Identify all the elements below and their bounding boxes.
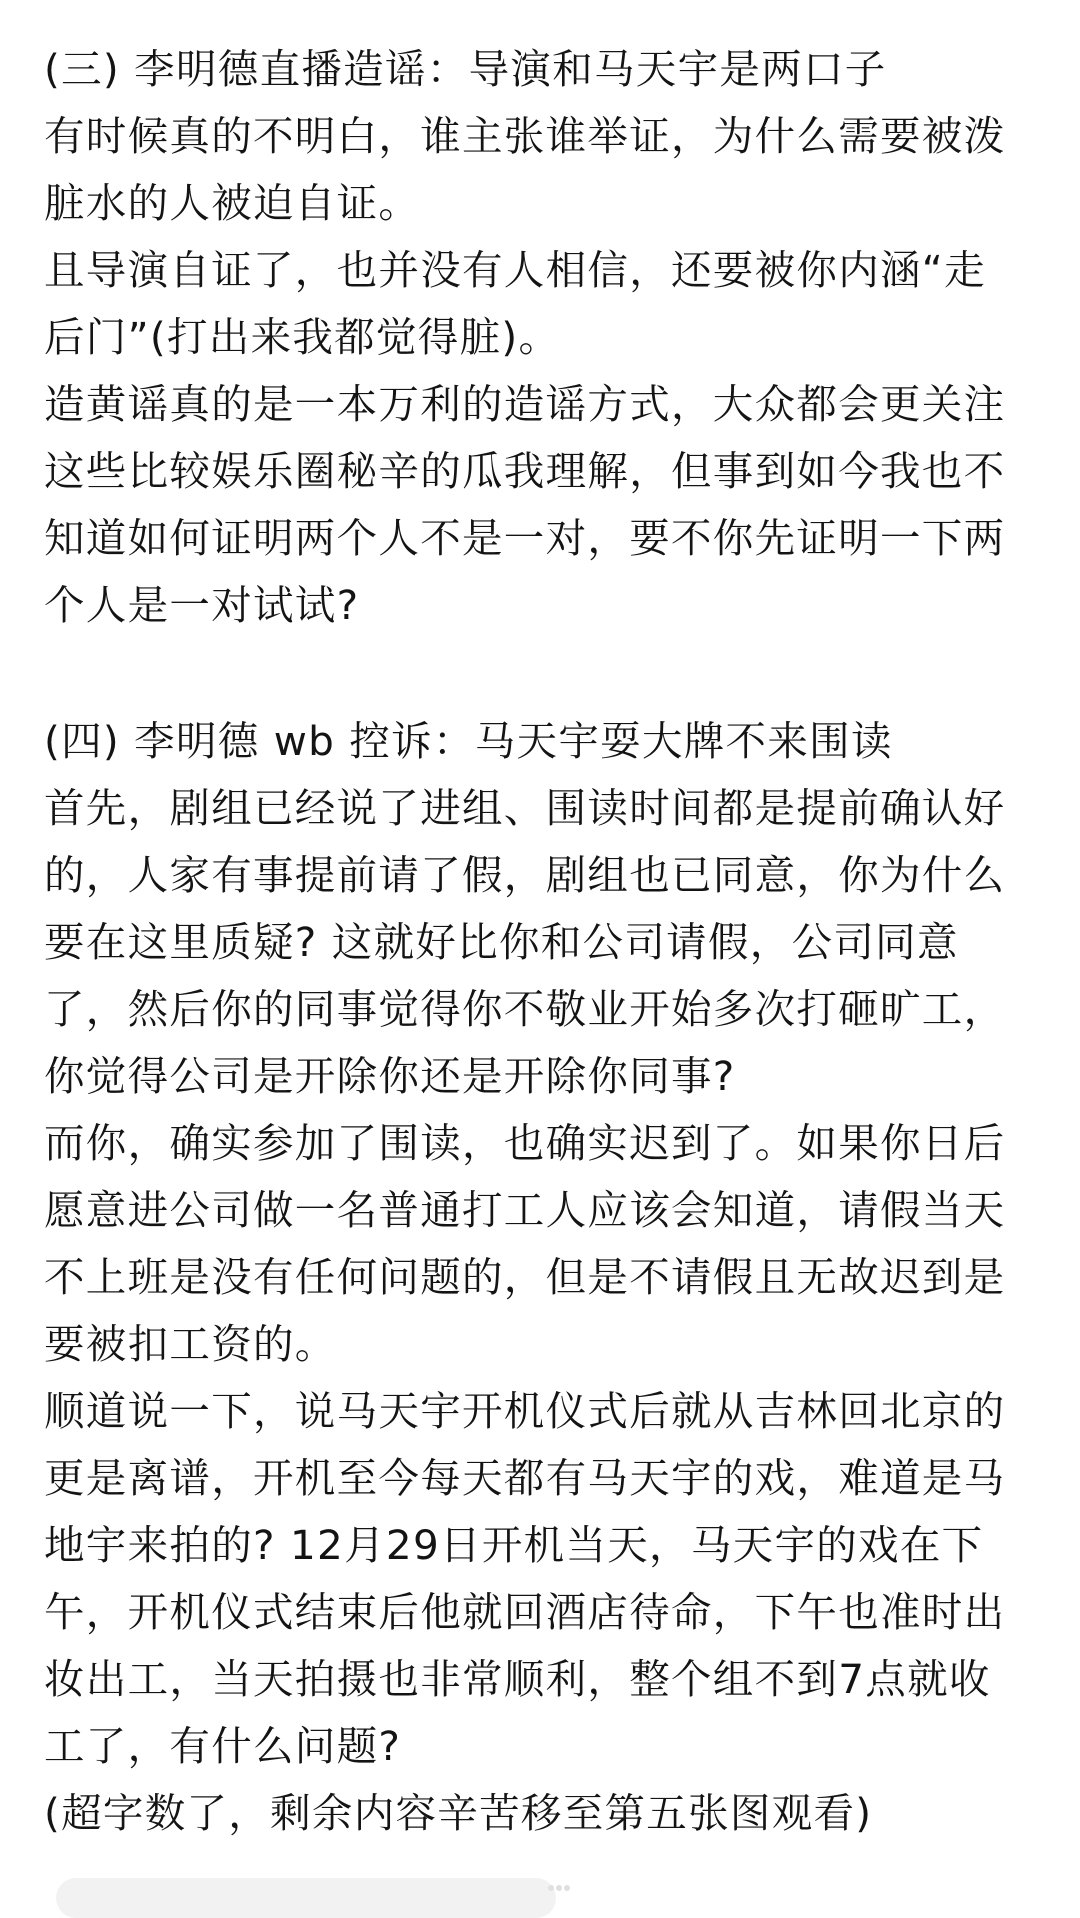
paragraph-line: 了，然后你的同事觉得你不敬业开始多次打砸旷工， — [44, 985, 1006, 1033]
paragraph-line: 要在这里质疑? 这就好比你和公司请假，公司同意 — [44, 918, 959, 966]
note-line: (超字数了，剩余内容辛苦移至第五张图观看) — [44, 1789, 873, 1837]
paragraph-line: 造黄谣真的是一本万利的造谣方式，大众都会更关注 — [44, 380, 1006, 428]
dot — [548, 1885, 554, 1891]
paragraph-line: 工了，有什么问题? — [44, 1722, 402, 1770]
paragraph-line: 更是离谱，开机至今每天都有马天宇的戏，难道是马 — [44, 1454, 1006, 1502]
bottom-input-bar[interactable] — [56, 1878, 556, 1918]
paragraph-line: 愿意进公司做一名普通打工人应该会知道，请假当天 — [44, 1186, 1006, 1234]
paragraph-line: 首先，剧组已经说了进组、围读时间都是提前确认好 — [44, 784, 1006, 832]
section-four-heading: (四) 李明德 wb 控诉：马天宇耍大牌不来围读 — [44, 717, 893, 765]
paragraph-line: 这些比较娱乐圈秘辛的瓜我理解，但事到如今我也不 — [44, 447, 1006, 495]
paragraph-line: 有时候真的不明白，谁主张谁举证，为什么需要被泼 — [44, 112, 1006, 160]
paragraph-line: 后门”(打出来我都觉得脏)。 — [44, 313, 561, 361]
section-four — [44, 708, 1044, 1847]
paragraph-line: 个人是一对试试? — [44, 581, 360, 629]
more-dots-icon[interactable] — [548, 1885, 570, 1891]
dot — [564, 1885, 570, 1891]
paragraph-line: 且导演自证了，也并没有人相信，还要被你内涵“走 — [44, 246, 986, 294]
paragraph-line: 而你，确实参加了围读，也确实迟到了。如果你日后 — [44, 1119, 1006, 1167]
paragraph-line: 脏水的人被迫自证。 — [44, 179, 421, 227]
paragraph-line: 的，人家有事提前请了假，剧组也已同意，你为什么 — [44, 851, 1006, 899]
paragraph-line: 不上班是没有任何问题的，但是不请假且无故迟到是 — [44, 1253, 1006, 1301]
section-three-heading: (三) 李明德直播造谣：导演和马天宇是两口子 — [44, 45, 887, 93]
paragraph-line: 要被扣工资的。 — [44, 1320, 337, 1368]
paragraph-line: 午，开机仪式结束后他就回酒店待命，下午也准时出 — [44, 1588, 1006, 1636]
paragraph-line: 知道如何证明两个人不是一对，要不你先证明一下两 — [44, 514, 1006, 562]
paragraph-line: 顺道说一下，说马天宇开机仪式后就从吉林回北京的 — [44, 1387, 1006, 1435]
section-three — [44, 36, 1044, 639]
dot — [556, 1885, 562, 1891]
paragraph-line: 你觉得公司是开除你还是开除你同事? — [44, 1052, 736, 1100]
paragraph-line: 地宇来拍的? 12月29日开机当天，马天宇的戏在下 — [44, 1521, 984, 1569]
paragraph-line: 妆出工，当天拍摄也非常顺利，整个组不到7点就收 — [44, 1655, 991, 1703]
